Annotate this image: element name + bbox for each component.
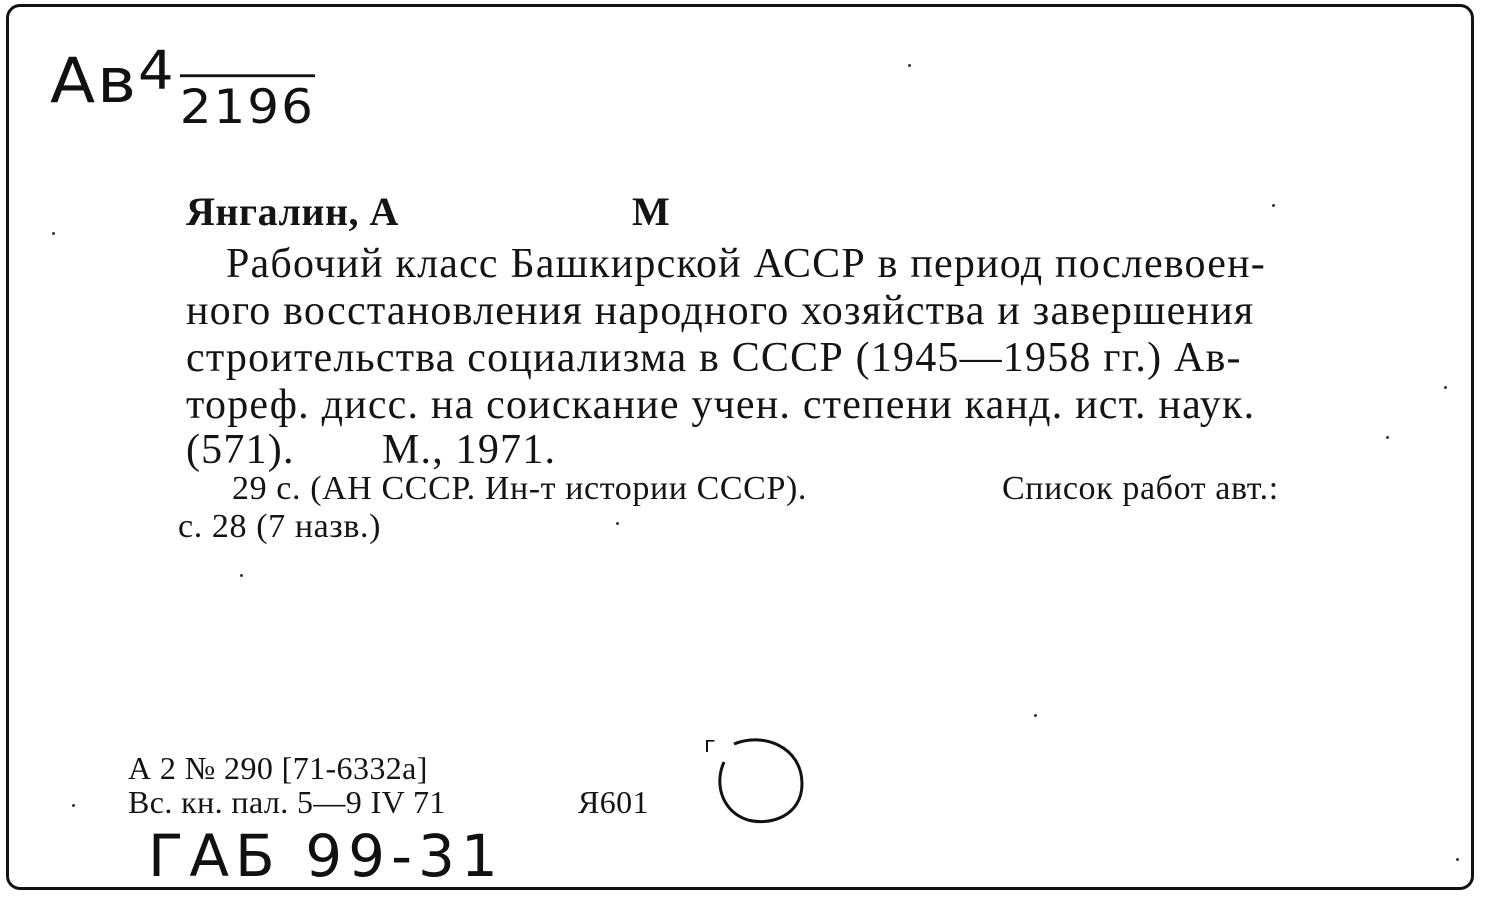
shelfmark-prefix: Ав	[50, 43, 139, 118]
title-line-2: ного восстановления народного хозяйства и завершения	[186, 288, 1255, 334]
speck	[616, 522, 619, 525]
speck	[1456, 858, 1459, 861]
collation-note: Список работ авт.:	[1002, 470, 1279, 507]
collation-line-1: 29 с. (АН СССР. Ин-т истории СССР).	[232, 470, 807, 507]
collation-line-2: с. 28 (7 назв.)	[178, 508, 382, 545]
speck	[1444, 386, 1447, 389]
record-book: Вс. кн. пал. 5—9 IV 71	[128, 784, 446, 820]
inventory-number: ГАБ 99-31	[148, 822, 504, 890]
speck	[908, 64, 911, 67]
shelfmark-sup: 4	[138, 40, 176, 102]
stamp-mark: г	[704, 733, 716, 758]
speck	[240, 574, 243, 577]
imprint: М., 1971.	[382, 427, 557, 473]
title-line-1: Рабочий класс Башкирской АССР в период послевоен-	[226, 241, 1266, 287]
speck	[52, 232, 55, 235]
shelfmark	[50, 40, 315, 135]
speck	[1034, 714, 1037, 717]
circle-stamp-icon	[704, 732, 814, 832]
shelfmark-number: 2196	[180, 74, 315, 134]
title-line-4: тореф. дисс. на соискание учен. степени канд. ист. наук.	[186, 382, 1256, 428]
speck	[1272, 204, 1275, 207]
title-line-3: строительства социализма в СССР (1945—1958 гг.) Ав-	[186, 335, 1242, 381]
author-name: Янгалин, А	[186, 189, 399, 234]
author-initial: М	[632, 189, 670, 234]
record-code: Я601	[578, 784, 649, 820]
title-line-5: (571).	[186, 427, 295, 473]
speck	[72, 804, 75, 807]
record-number: А 2 № 290 [71-6332а]	[128, 750, 428, 786]
speck	[1386, 436, 1389, 439]
